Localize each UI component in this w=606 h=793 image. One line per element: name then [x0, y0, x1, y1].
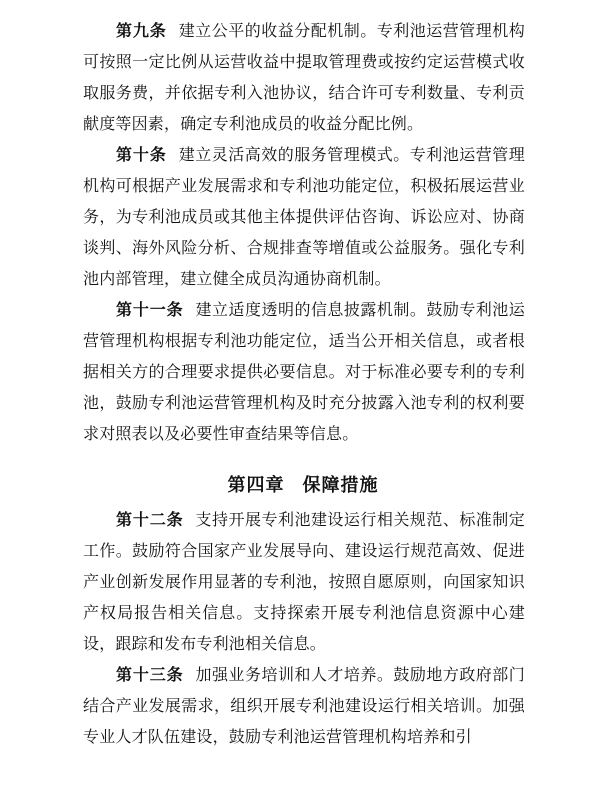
- article-13-number: 第十三条: [116, 665, 184, 684]
- chapter-number: 第四章: [227, 475, 285, 496]
- article-11: [83, 294, 525, 449]
- article-10: [83, 139, 525, 294]
- article-11-number: 第十一条: [116, 300, 184, 319]
- article-13-text: 加强业务培训和人才培养。鼓励地方政府部门结合产业发展需求，组织开展专利池建设运行相关培训。加强专业人才队伍建设，鼓励专利池运营管理机构培养和引: [83, 665, 525, 746]
- article-11-text: 建立适度透明的信息披露机制。鼓励专利池运营管理机构根据专利池功能定位，适当公开相关信息，或者根据相关方的合理要求提供必要信息。对于标准必要专利的专利池，鼓励专利池运营管理机构及时充分披露入池专利的权利要求对照表以及必要性审查结果等信息。: [83, 300, 525, 443]
- chapter-heading: [0, 471, 606, 501]
- article-10-number: 第十条: [116, 145, 167, 164]
- article-9-number: 第九条: [116, 21, 167, 40]
- chapter-title: 保障措施: [302, 475, 379, 496]
- article-13: [83, 659, 525, 752]
- article-12-number: 第十二条: [116, 510, 184, 529]
- article-9: [83, 15, 525, 139]
- article-10-text: 建立灵活高效的服务管理模式。专利池运营管理机构可根据产业发展需求和专利池功能定位，积极拓展运营业务，为专利池成员或其他主体提供评估咨询、诉讼应对、协商谈判、海外风险分析、合规排查等增值或公益服务。强化专利池内部管理，建立健全成员沟通协商机制。: [83, 145, 525, 288]
- article-9-text: 建立公平的收益分配机制。专利池运营管理机构可按照一定比例从运营收益中提取管理费或按约定运营模式收取服务费，并依据专利入池协议，结合许可专利数量、专利贡献度等因素，确定专利池成员的收益分配比例。: [83, 21, 525, 133]
- article-12: [83, 504, 525, 659]
- article-12-text: 支持开展专利池建设运行相关规范、标准制定工作。鼓励符合国家产业发展导向、建设运行规范高效、促进产业创新发展作用显著的专利池，按照自愿原则，向国家知识产权局报告相关信息。支持探索开展专利池信息资源中心建设，跟踪和发布专利池相关信息。: [83, 510, 525, 653]
